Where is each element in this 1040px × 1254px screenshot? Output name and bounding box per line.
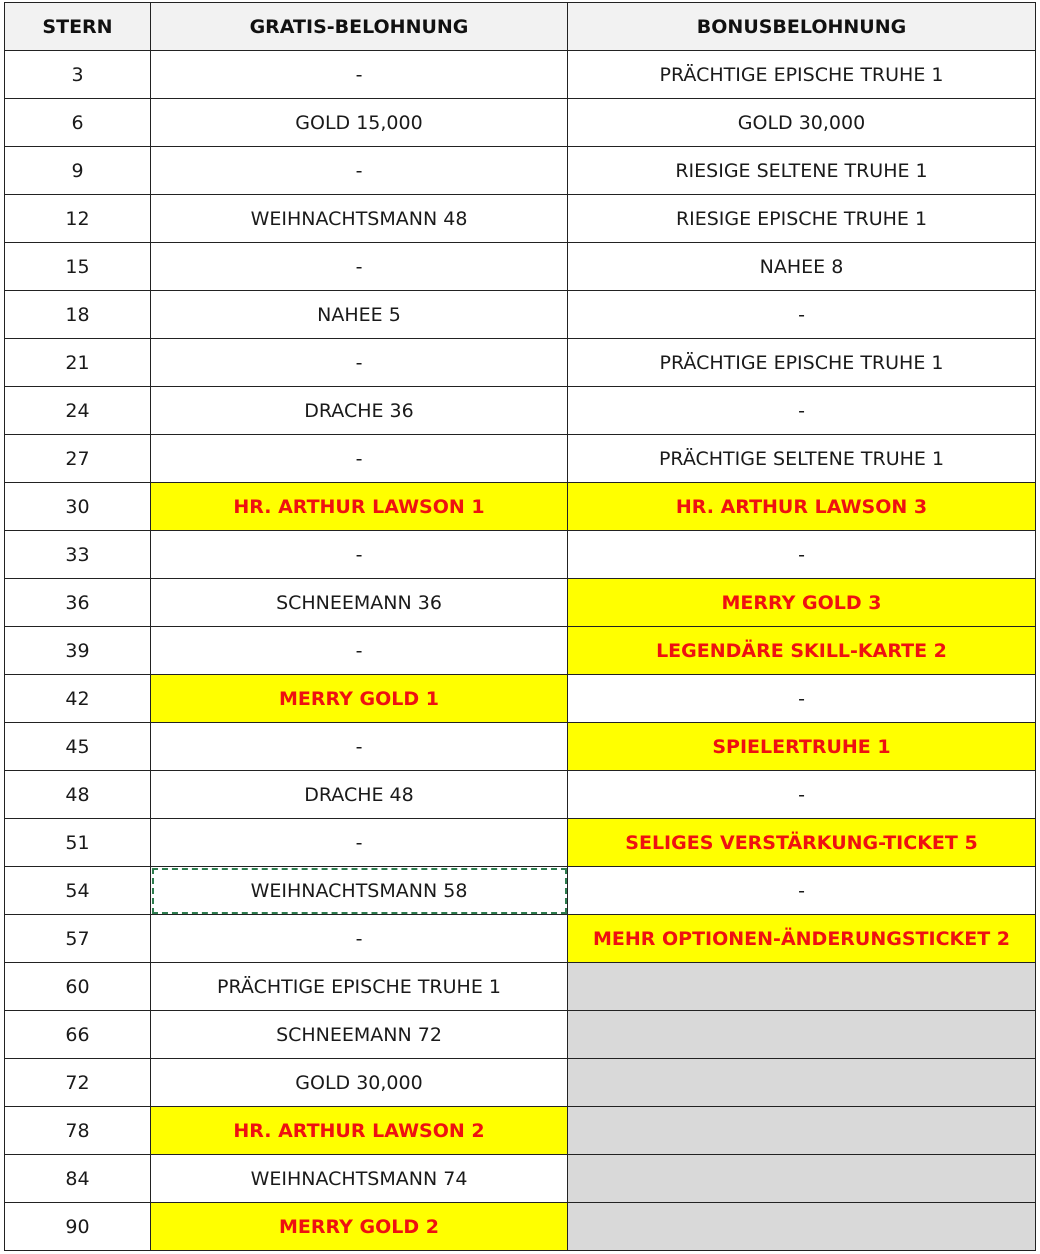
table-row: [5, 387, 1036, 435]
star-cell[interactable]: 6: [5, 99, 151, 147]
empty-bonus-cell[interactable]: [568, 1203, 1036, 1251]
free-reward-cell[interactable]: -: [151, 723, 568, 771]
star-cell[interactable]: 27: [5, 435, 151, 483]
bonus-reward-cell[interactable]: RIESIGE EPISCHE TRUHE 1: [568, 195, 1036, 243]
table-row: [5, 531, 1036, 579]
star-cell[interactable]: 21: [5, 339, 151, 387]
table-row: [5, 1059, 1036, 1107]
table-row: [5, 1107, 1036, 1155]
star-cell[interactable]: 15: [5, 243, 151, 291]
bonus-reward-cell[interactable]: -: [568, 771, 1036, 819]
free-reward-cell[interactable]: -: [151, 531, 568, 579]
star-cell[interactable]: 45: [5, 723, 151, 771]
table-row: [5, 963, 1036, 1011]
free-reward-cell[interactable]: MERRY GOLD 2: [151, 1203, 568, 1251]
free-reward-cell[interactable]: DRACHE 48: [151, 771, 568, 819]
table-row: [5, 867, 1036, 915]
empty-bonus-cell[interactable]: [568, 1059, 1036, 1107]
table-row: [5, 99, 1036, 147]
free-reward-cell[interactable]: -: [151, 627, 568, 675]
star-cell[interactable]: 60: [5, 963, 151, 1011]
table-row: [5, 291, 1036, 339]
free-reward-cell[interactable]: SCHNEEMANN 36: [151, 579, 568, 627]
free-reward-cell[interactable]: SCHNEEMANN 72: [151, 1011, 568, 1059]
free-reward-cell[interactable]: DRACHE 36: [151, 387, 568, 435]
bonus-reward-cell[interactable]: LEGENDÄRE SKILL-KARTE 2: [568, 627, 1036, 675]
star-cell[interactable]: 39: [5, 627, 151, 675]
star-cell[interactable]: 36: [5, 579, 151, 627]
free-reward-cell[interactable]: -: [151, 51, 568, 99]
table-row: [5, 627, 1036, 675]
table-row: [5, 1203, 1036, 1251]
bonus-reward-cell[interactable]: PRÄCHTIGE EPISCHE TRUHE 1: [568, 51, 1036, 99]
bonus-reward-cell[interactable]: -: [568, 867, 1036, 915]
bonus-reward-cell[interactable]: RIESIGE SELTENE TRUHE 1: [568, 147, 1036, 195]
header-bonus-reward[interactable]: BONUSBELOHNUNG: [568, 3, 1036, 51]
bonus-reward-cell[interactable]: -: [568, 675, 1036, 723]
bonus-reward-cell[interactable]: PRÄCHTIGE SELTENE TRUHE 1: [568, 435, 1036, 483]
star-cell[interactable]: 33: [5, 531, 151, 579]
bonus-reward-cell[interactable]: NAHEE 8: [568, 243, 1036, 291]
table-row: [5, 51, 1036, 99]
free-reward-cell[interactable]: PRÄCHTIGE EPISCHE TRUHE 1: [151, 963, 568, 1011]
free-reward-cell[interactable]: HR. ARTHUR LAWSON 1: [151, 483, 568, 531]
star-cell[interactable]: 12: [5, 195, 151, 243]
table-row: [5, 339, 1036, 387]
table-body: [5, 51, 1036, 1251]
free-reward-cell[interactable]: -: [151, 915, 568, 963]
reward-table: [4, 2, 1036, 1251]
empty-bonus-cell[interactable]: [568, 963, 1036, 1011]
free-reward-cell[interactable]: WEIHNACHTSMANN 74: [151, 1155, 568, 1203]
bonus-reward-cell[interactable]: SPIELERTRUHE 1: [568, 723, 1036, 771]
star-cell[interactable]: 30: [5, 483, 151, 531]
free-reward-cell[interactable]: -: [151, 819, 568, 867]
free-reward-cell[interactable]: WEIHNACHTSMANN 58: [151, 867, 568, 915]
star-cell[interactable]: 72: [5, 1059, 151, 1107]
free-reward-cell[interactable]: -: [151, 147, 568, 195]
table-row: [5, 579, 1036, 627]
bonus-reward-cell[interactable]: -: [568, 531, 1036, 579]
free-reward-cell[interactable]: -: [151, 339, 568, 387]
free-reward-cell[interactable]: GOLD 15,000: [151, 99, 568, 147]
star-cell[interactable]: 66: [5, 1011, 151, 1059]
star-cell[interactable]: 9: [5, 147, 151, 195]
table-row: [5, 771, 1036, 819]
table-row: [5, 1011, 1036, 1059]
table-row: [5, 915, 1036, 963]
bonus-reward-cell[interactable]: -: [568, 291, 1036, 339]
free-reward-cell[interactable]: -: [151, 435, 568, 483]
bonus-reward-cell[interactable]: PRÄCHTIGE EPISCHE TRUHE 1: [568, 339, 1036, 387]
empty-bonus-cell[interactable]: [568, 1155, 1036, 1203]
table-row: [5, 723, 1036, 771]
table-header: [5, 3, 1036, 51]
header-row: [5, 3, 1036, 51]
star-cell[interactable]: 57: [5, 915, 151, 963]
bonus-reward-cell[interactable]: MERRY GOLD 3: [568, 579, 1036, 627]
bonus-reward-cell[interactable]: GOLD 30,000: [568, 99, 1036, 147]
table-row: [5, 1155, 1036, 1203]
star-cell[interactable]: 48: [5, 771, 151, 819]
star-cell[interactable]: 3: [5, 51, 151, 99]
star-cell[interactable]: 18: [5, 291, 151, 339]
star-cell[interactable]: 42: [5, 675, 151, 723]
free-reward-cell[interactable]: WEIHNACHTSMANN 48: [151, 195, 568, 243]
free-reward-cell[interactable]: MERRY GOLD 1: [151, 675, 568, 723]
table-row: [5, 147, 1036, 195]
star-cell[interactable]: 54: [5, 867, 151, 915]
free-reward-cell[interactable]: NAHEE 5: [151, 291, 568, 339]
star-cell[interactable]: 51: [5, 819, 151, 867]
table-row: [5, 483, 1036, 531]
star-cell[interactable]: 24: [5, 387, 151, 435]
bonus-reward-cell[interactable]: SELIGES VERSTÄRKUNG-TICKET 5: [568, 819, 1036, 867]
empty-bonus-cell[interactable]: [568, 1107, 1036, 1155]
star-cell[interactable]: 78: [5, 1107, 151, 1155]
table-row: [5, 819, 1036, 867]
table-row: [5, 435, 1036, 483]
bonus-reward-cell[interactable]: -: [568, 387, 1036, 435]
star-cell[interactable]: 84: [5, 1155, 151, 1203]
header-star[interactable]: STERN: [5, 3, 151, 51]
table-row: [5, 675, 1036, 723]
bonus-reward-cell[interactable]: HR. ARTHUR LAWSON 3: [568, 483, 1036, 531]
free-reward-cell[interactable]: HR. ARTHUR LAWSON 2: [151, 1107, 568, 1155]
header-free-reward[interactable]: GRATIS-BELOHNUNG: [151, 3, 568, 51]
star-cell[interactable]: 90: [5, 1203, 151, 1251]
free-reward-cell[interactable]: -: [151, 243, 568, 291]
free-reward-cell[interactable]: GOLD 30,000: [151, 1059, 568, 1107]
table-row: [5, 195, 1036, 243]
table-row: [5, 243, 1036, 291]
empty-bonus-cell[interactable]: [568, 1011, 1036, 1059]
bonus-reward-cell[interactable]: MEHR OPTIONEN-ÄNDERUNGSTICKET 2: [568, 915, 1036, 963]
